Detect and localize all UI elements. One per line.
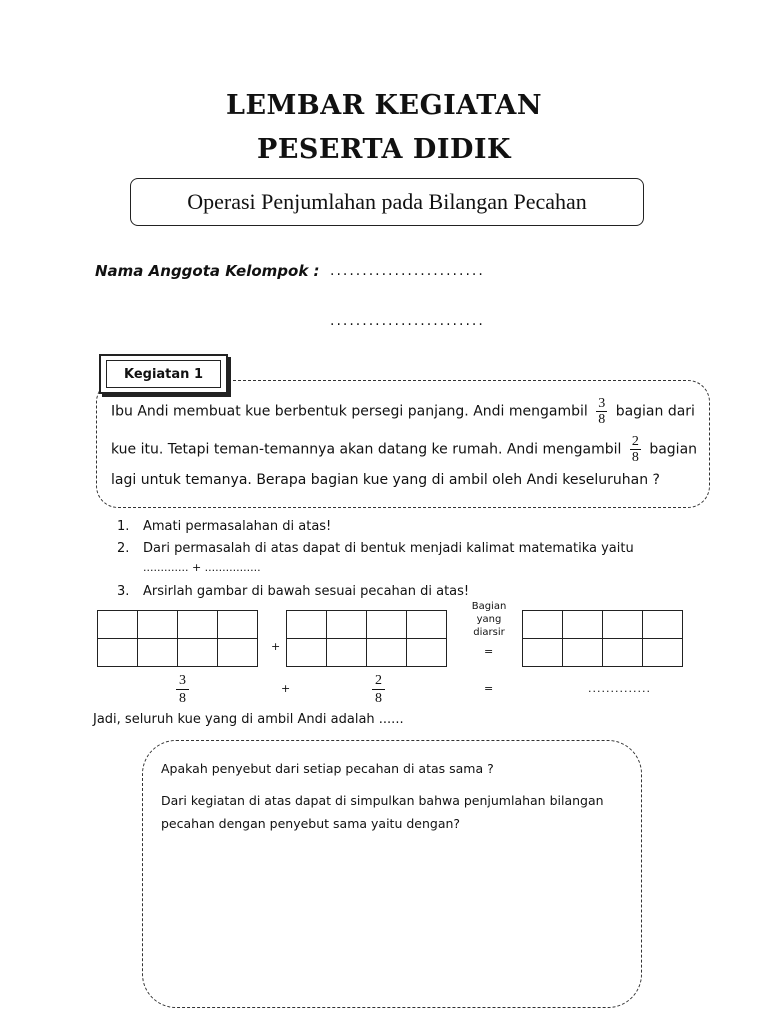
- grid-fraction-1: [176, 672, 189, 707]
- story-line-1-text-b: bagian dari: [615, 403, 695, 420]
- grid-plus-sign: +: [271, 640, 281, 653]
- step-3-text: Arsirlah gambar di bawah sesuai pecahan di atas!: [143, 584, 470, 599]
- story-fraction-1-denominator: 8: [598, 412, 606, 427]
- shaded-part-label-line-3: diarsir: [473, 627, 505, 638]
- grid-equals-sign: =: [484, 645, 494, 658]
- story-line-2-text-a: kue itu. Tetapi teman-temannya akan datang ke rumah. Andi mengambil: [111, 441, 622, 458]
- story-line-1: [111, 396, 695, 427]
- step-2: [117, 541, 634, 556]
- step-2-number: 2.: [117, 541, 130, 556]
- step-3-number: 3.: [117, 584, 130, 599]
- shading-grid-2[interactable]: [286, 610, 447, 667]
- story-line-2-text-b: bagian: [649, 441, 698, 458]
- shading-grid-1[interactable]: [97, 610, 258, 667]
- grid-fraction-1-denominator: 8: [179, 691, 186, 706]
- step-2-text: Dari permasalah di atas dapat di bentuk menjadi kalimat matematika yaitu: [143, 541, 634, 556]
- questions-box: [142, 740, 642, 1008]
- subtitle: Operasi Penjumlahan pada Bilangan Pecahan: [187, 189, 587, 214]
- shaded-part-label-line-1: Bagian: [471, 601, 507, 612]
- page-title-line-1: LEMBAR KEGIATAN: [225, 90, 542, 121]
- story-line-1-text-a: Ibu Andi membuat kue berbentuk persegi panjang. Andi mengambil: [111, 403, 588, 420]
- story-line-2: [111, 434, 697, 465]
- story-line-3: lagi untuk temanya. Berapa bagian kue yang di ambil oleh Andi keseluruhan ?: [111, 472, 660, 488]
- subtitle-box: [130, 178, 644, 226]
- question-1: Apakah penyebut dari setiap pecahan di atas sama ?: [161, 761, 494, 776]
- story-fraction-1-numerator: 3: [598, 396, 606, 411]
- fraction-plus-sign: +: [281, 682, 291, 695]
- answer-blank[interactable]: ..............: [588, 682, 651, 695]
- question-2-line-1: Dari kegiatan di atas dapat di simpulkan bahwa penjumlahan bilangan: [161, 793, 604, 808]
- step-1-number: 1.: [117, 519, 130, 534]
- group-members-label: Nama Anggota Kelompok :: [95, 262, 320, 280]
- grid-fraction-2: [372, 672, 385, 707]
- fraction-equals-sign: =: [484, 682, 494, 695]
- conclusion-sentence: Jadi, seluruh kue yang di ambil Andi adalah ......: [93, 712, 404, 727]
- page-title-line-2: PESERTA DIDIK: [257, 134, 511, 165]
- step-1-text: Amati permasalahan di atas!: [143, 519, 332, 534]
- grid-fraction-2-denominator: 8: [375, 691, 382, 706]
- story-fraction-2-numerator: 2: [631, 434, 639, 449]
- group-members-dots-2: ........................: [330, 313, 485, 329]
- question-2-line-2: pecahan dengan penyebut sama yaitu dengan?: [161, 816, 461, 831]
- story-fraction-2: [630, 434, 641, 465]
- grid-fraction-1-numerator: 3: [176, 672, 189, 690]
- story-fraction-1: [596, 396, 607, 427]
- shaded-part-label-line-2: yang: [476, 614, 502, 625]
- activity-tab-label: Kegiatan 1: [123, 366, 203, 382]
- group-members-dots-1: ........................: [330, 263, 485, 279]
- activity-tab: [99, 354, 228, 394]
- shading-grid-result[interactable]: [522, 610, 683, 667]
- grid-fraction-2-numerator: 2: [372, 672, 385, 690]
- story-fraction-2-denominator: 8: [631, 450, 639, 465]
- step-1: [117, 519, 331, 534]
- shaded-part-label: [461, 600, 517, 639]
- step-2-sentence-blank: ............. + ................: [143, 561, 261, 574]
- step-3: [117, 584, 469, 599]
